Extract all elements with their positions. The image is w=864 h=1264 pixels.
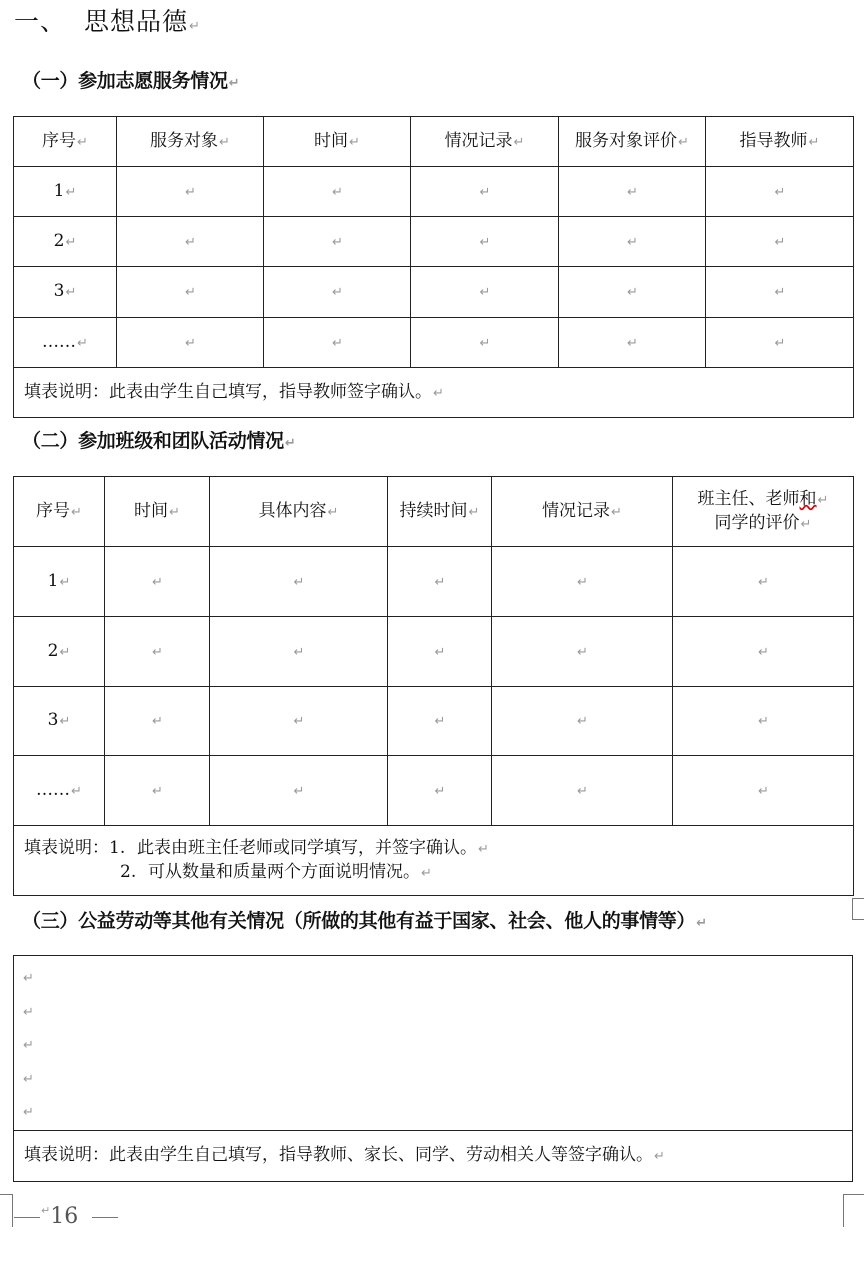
- table-row: [14, 318, 854, 368]
- table-header-row: [14, 117, 854, 167]
- page-corner-left: [0, 1194, 13, 1227]
- row-number-cell: 3 ↵: [14, 267, 117, 318]
- input-cell[interactable]: [388, 617, 492, 687]
- cell-mark-icon: [577, 714, 588, 729]
- input-cell[interactable]: [492, 547, 673, 617]
- cell-mark-icon: [480, 235, 491, 250]
- table-header-row: [14, 477, 854, 547]
- row-number-cell: 1 ↵: [14, 167, 117, 217]
- cell-mark-icon: [59, 645, 70, 660]
- cell-mark-icon: [294, 645, 305, 660]
- header-cell: 情况记录 ↵: [492, 477, 673, 547]
- free-text-row: [14, 956, 853, 1131]
- cell-mark-icon: [185, 185, 196, 200]
- cell-mark-icon: [627, 285, 638, 300]
- cell-mark-icon: [758, 575, 769, 590]
- cell-mark-icon: [654, 1149, 665, 1164]
- paragraph-mark-icon: [41, 1204, 50, 1217]
- input-cell[interactable]: [264, 217, 411, 267]
- header-cell: 时间 ↵: [105, 477, 210, 547]
- cell-mark-icon: [435, 714, 446, 729]
- paragraph-mark-icon: [696, 916, 707, 931]
- input-cell[interactable]: [264, 267, 411, 318]
- table-row: [14, 547, 854, 617]
- input-cell[interactable]: [210, 617, 388, 687]
- cell-mark-icon: [152, 575, 163, 590]
- cell-mark-icon: [59, 714, 70, 729]
- cell-mark-icon: [65, 235, 76, 250]
- cell-mark-icon: [480, 285, 491, 300]
- input-cell[interactable]: [117, 318, 264, 368]
- input-cell[interactable]: [673, 547, 854, 617]
- input-cell[interactable]: [559, 318, 706, 368]
- cell-mark-icon: [77, 336, 88, 351]
- cell-mark-icon: [775, 185, 786, 200]
- cell-mark-icon: [758, 714, 769, 729]
- input-cell[interactable]: [105, 617, 210, 687]
- cell-mark-icon: [469, 505, 480, 520]
- cell-mark-icon: [627, 336, 638, 351]
- header-cell: 序号 ↵: [14, 117, 117, 167]
- cell-mark-icon: [577, 645, 588, 660]
- input-cell[interactable]: [388, 687, 492, 756]
- cell-mark-icon: [65, 185, 76, 200]
- cell-mark-icon: [775, 235, 786, 250]
- input-cell[interactable]: [117, 167, 264, 217]
- line-mark-icon: [23, 1029, 852, 1063]
- input-cell[interactable]: [411, 217, 559, 267]
- table-note-row: [14, 368, 854, 418]
- row-number-cell: 2 ↵: [14, 617, 105, 687]
- table-row: [14, 267, 854, 318]
- cell-mark-icon: [435, 645, 446, 660]
- cell-mark-icon: [185, 336, 196, 351]
- page-heading: [14, 2, 201, 38]
- cell-mark-icon: [435, 784, 446, 799]
- row-number-cell: 2 ↵: [14, 217, 117, 267]
- input-cell[interactable]: [411, 167, 559, 217]
- header-cell: 服务对象评价 ↵: [559, 117, 706, 167]
- input-cell[interactable]: [105, 687, 210, 756]
- input-cell[interactable]: [210, 756, 388, 826]
- table-row: [14, 617, 854, 687]
- section2-title: [22, 426, 295, 453]
- header-cell: 班主任、老师和 ↵ 同学的评价 ↵: [673, 477, 854, 547]
- note-label: 填表说明：: [24, 837, 109, 858]
- heading-title: 思想品德: [84, 7, 189, 36]
- cell-mark-icon: [332, 185, 343, 200]
- cell-mark-icon: [332, 235, 343, 250]
- table-note-row: [14, 826, 854, 896]
- cell-mark-icon: [71, 784, 82, 799]
- input-cell[interactable]: [411, 267, 559, 318]
- cell-mark-icon: [818, 493, 829, 508]
- volunteer-service-table: [13, 116, 854, 418]
- cell-mark-icon: [480, 185, 491, 200]
- line-mark-icon: [23, 962, 852, 996]
- cell-mark-icon: [332, 285, 343, 300]
- cell-mark-icon: [328, 505, 339, 520]
- input-cell[interactable]: [210, 687, 388, 756]
- cell-mark-icon: [809, 135, 820, 150]
- input-cell[interactable]: [492, 756, 673, 826]
- cell-mark-icon: [65, 285, 76, 300]
- input-cell[interactable]: [673, 687, 854, 756]
- input-cell[interactable]: [559, 167, 706, 217]
- paragraph-mark-icon: [285, 436, 296, 451]
- cell-mark-icon: [758, 645, 769, 660]
- input-cell[interactable]: [706, 217, 854, 267]
- table-row: [14, 167, 854, 217]
- header-cell: 指导教师 ↵: [706, 117, 854, 167]
- cell-mark-icon: [801, 517, 812, 532]
- page-corner-right: [843, 1194, 864, 1227]
- header-cell: 时间 ↵: [264, 117, 411, 167]
- cell-mark-icon: [478, 842, 489, 857]
- input-cell[interactable]: [210, 547, 388, 617]
- cell-mark-icon: [77, 135, 88, 150]
- paragraph-mark-icon: [189, 19, 201, 34]
- cell-mark-icon: [480, 336, 491, 351]
- cell-mark-icon: [775, 285, 786, 300]
- header-cell: 情况记录 ↵: [411, 117, 559, 167]
- public-welfare-table: [13, 955, 853, 1182]
- table-note: 填表说明：1. 此表由班主任老师或同学填写，并签字确认。 ↵ 2. 可从数量和质量两个方面说明情况。 ↵: [14, 826, 854, 896]
- free-text-area[interactable]: [14, 956, 853, 1131]
- section2-title-text: （二）参加班级和团队活动情况: [22, 430, 284, 452]
- cell-mark-icon: [294, 784, 305, 799]
- cell-mark-icon: [219, 135, 230, 150]
- cell-mark-icon: [185, 235, 196, 250]
- row-number-cell: …… ↵: [14, 756, 105, 826]
- section3-title: [22, 906, 707, 933]
- cell-mark-icon: [349, 135, 360, 150]
- spellcheck-underline: 和: [799, 488, 817, 509]
- cell-mark-icon: [152, 714, 163, 729]
- input-cell[interactable]: [673, 617, 854, 687]
- margin-corner-mark: [852, 898, 864, 920]
- table-row: [14, 217, 854, 267]
- input-cell[interactable]: [492, 687, 673, 756]
- input-cell[interactable]: [411, 318, 559, 368]
- input-cell[interactable]: [559, 217, 706, 267]
- table-row: [14, 756, 854, 826]
- cell-mark-icon: [71, 505, 82, 520]
- table-row: [14, 687, 854, 756]
- header-cell: 序号 ↵: [14, 477, 105, 547]
- input-cell[interactable]: [492, 617, 673, 687]
- line-mark-icon: [23, 996, 852, 1030]
- cell-mark-icon: [678, 135, 689, 150]
- table-note-row: [14, 1130, 853, 1181]
- line-mark-icon: [23, 1096, 852, 1130]
- class-activity-table: [13, 476, 854, 896]
- row-number-cell: 1 ↵: [14, 547, 105, 617]
- cell-mark-icon: [152, 784, 163, 799]
- input-cell[interactable]: [117, 217, 264, 267]
- section1-title-text: （一）参加志愿服务情况: [22, 70, 228, 92]
- section3-title-text: （三）公益劳动等其他有关情况（所做的其他有益于国家、社会、他人的事情等）: [22, 910, 696, 932]
- cell-mark-icon: [433, 386, 444, 401]
- header-cell: 持续时间 ↵: [388, 477, 492, 547]
- cell-mark-icon: [59, 575, 70, 590]
- cell-mark-icon: [577, 784, 588, 799]
- cell-mark-icon: [758, 784, 769, 799]
- input-cell[interactable]: [559, 267, 706, 318]
- cell-mark-icon: [294, 575, 305, 590]
- input-cell[interactable]: [264, 167, 411, 217]
- page-number: [14, 1204, 124, 1229]
- row-number-cell: …… ↵: [14, 318, 117, 368]
- cell-mark-icon: [627, 235, 638, 250]
- row-number-cell: 3 ↵: [14, 687, 105, 756]
- cell-mark-icon: [577, 575, 588, 590]
- section1-title: [22, 66, 239, 93]
- input-cell[interactable]: [706, 267, 854, 318]
- cell-mark-icon: [435, 575, 446, 590]
- input-cell[interactable]: [673, 756, 854, 826]
- input-cell[interactable]: [706, 318, 854, 368]
- header-cell: 服务对象 ↵: [117, 117, 264, 167]
- input-cell[interactable]: [105, 756, 210, 826]
- header-cell: 具体内容 ↵: [210, 477, 388, 547]
- cell-mark-icon: [294, 714, 305, 729]
- cell-mark-icon: [332, 336, 343, 351]
- cell-mark-icon: [514, 135, 525, 150]
- input-cell[interactable]: [105, 547, 210, 617]
- cell-mark-icon: [152, 645, 163, 660]
- input-cell[interactable]: [117, 267, 264, 318]
- table-note: 填表说明：此表由学生自己填写，指导教师签字确认。 ↵: [14, 368, 854, 418]
- cell-mark-icon: [627, 185, 638, 200]
- paragraph-mark-icon: [229, 76, 240, 91]
- cell-mark-icon: [611, 505, 622, 520]
- input-cell[interactable]: [706, 167, 854, 217]
- heading-number: 一、: [14, 7, 67, 36]
- table-note: 填表说明：此表由学生自己填写，指导教师、家长、同学、劳动相关人等签字确认。 ↵: [14, 1130, 853, 1181]
- page-number-text: 16: [50, 1204, 79, 1229]
- cell-mark-icon: [169, 505, 180, 520]
- cell-mark-icon: [775, 336, 786, 351]
- cell-mark-icon: [421, 866, 432, 881]
- input-cell[interactable]: [388, 756, 492, 826]
- cell-mark-icon: [185, 285, 196, 300]
- input-cell[interactable]: [388, 547, 492, 617]
- line-mark-icon: [23, 1063, 852, 1097]
- input-cell[interactable]: [264, 318, 411, 368]
